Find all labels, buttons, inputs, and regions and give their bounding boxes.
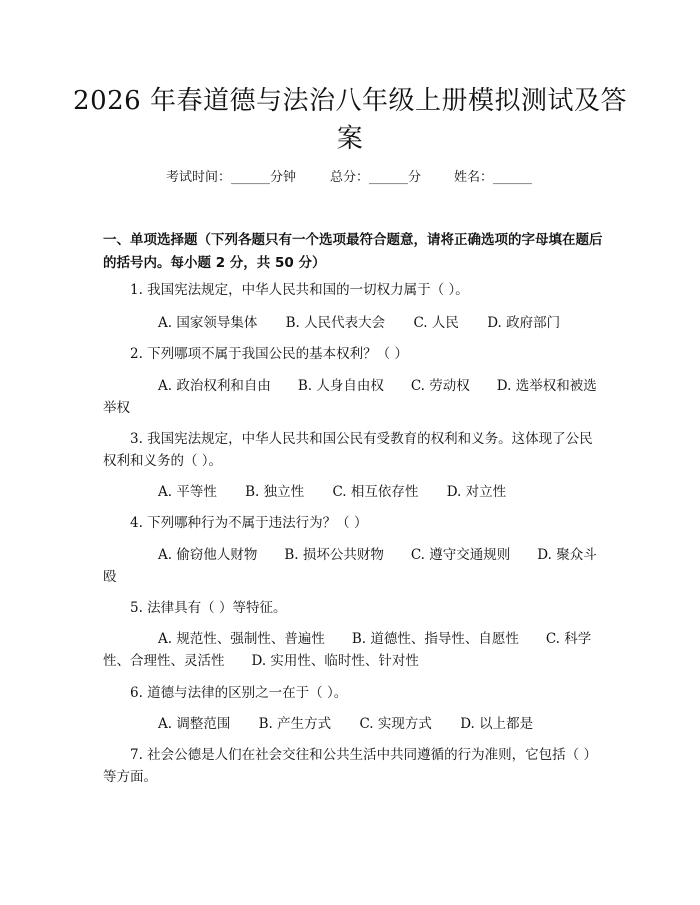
question-1: 1. 我国宪法规定，中华人民共和国的一切权力属于（ ）。 bbox=[130, 282, 469, 298]
question-7: 7. 社会公德是人们在社会交往和公共生活中共同遵循的行为准则，它包括（ ）等方面。 bbox=[103, 747, 597, 785]
option-a: A. 国家领导集体 bbox=[158, 315, 258, 331]
option-a: A. 调整范围 bbox=[158, 716, 231, 732]
question-4: 4. 下列哪种行为不属于违法行为？（ ） bbox=[130, 515, 368, 531]
total-score-field: 总分：______分 bbox=[330, 170, 422, 185]
question-5-options: A. 规范性、强制性、普遍性 B. 道德性、指导性、自愿性 C. 科学性、合理性、灵活性 D. 实用性、临时性、针对性 bbox=[103, 631, 592, 669]
question-3-options bbox=[158, 481, 608, 503]
option-b: B. 产生方式 bbox=[258, 716, 332, 732]
question-1-options bbox=[158, 312, 608, 334]
section-heading-single-choice: 一、单项选择题（下列各题只有一个选项最符合题意，请将正确选项的字母填在题后的括号内。每小题 2 分，共 50 分） bbox=[103, 232, 603, 271]
option-b: B. 人民代表大会 bbox=[285, 315, 386, 331]
option-d: D. 对立性 bbox=[446, 484, 507, 500]
option-d: D. 政府部门 bbox=[487, 315, 561, 331]
student-name-field: 姓名：______ bbox=[454, 170, 533, 185]
question-2-options: A. 政治权利和自由 B. 人身自由权 C. 劳动权 D. 选举权和被选举权 bbox=[103, 378, 597, 416]
question-3: 3. 我国宪法规定，中华人民共和国公民有受教育的权利和义务。这体现了公民权利和义务的（ ）。 bbox=[103, 431, 593, 469]
option-d: D. 以上都是 bbox=[460, 716, 534, 732]
option-c: C. 相互依存性 bbox=[332, 484, 419, 500]
option-c: C. 人民 bbox=[413, 315, 459, 331]
question-6: 6. 道德与法律的区别之一在于（ ）。 bbox=[130, 685, 348, 701]
exam-time-field: 考试时间：______分钟 bbox=[166, 170, 297, 185]
document-title: 2026 年春道德与法治八年级上册模拟测试及答案 bbox=[73, 86, 627, 154]
option-a: A. 平等性 bbox=[158, 484, 217, 500]
option-b: B. 独立性 bbox=[245, 484, 305, 500]
option-c: C. 实现方式 bbox=[359, 716, 432, 732]
question-2: 2. 下列哪项不属于我国公民的基本权利？（ ） bbox=[130, 346, 408, 362]
question-4-options: A. 偷窃他人财物 B. 损坏公共财物 C. 遵守交通规则 D. 聚众斗殴 bbox=[103, 547, 597, 585]
question-6-options bbox=[158, 713, 608, 735]
question-5: 5. 法律具有（ ）等特征。 bbox=[130, 600, 287, 616]
